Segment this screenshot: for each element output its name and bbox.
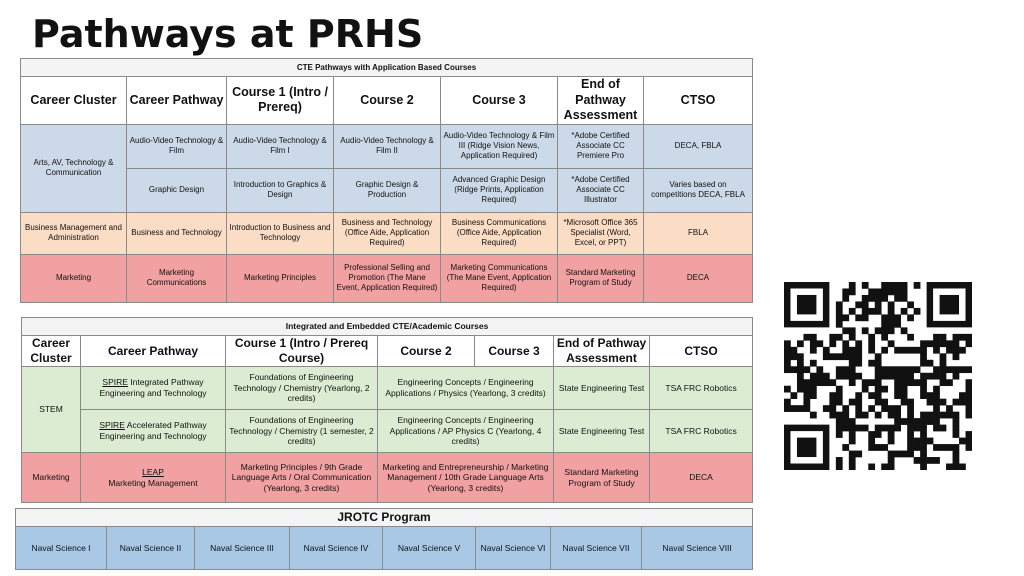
cte-pathways-table — [20, 58, 753, 303]
course1-cell: Marketing Principles / 9th Grade Language Arts / Oral Communication (Yearlong, 3 credits) — [226, 453, 378, 503]
assessment-cell: *Microsoft Office 365 Specialist (Word, Excel, or PPT) — [558, 212, 644, 254]
ctso-cell: DECA, FBLA — [644, 124, 753, 168]
col-header-assessment: End of Pathway Assessment — [558, 77, 644, 125]
col-header-career-cluster: Career Cluster — [22, 336, 81, 367]
course3-cell: Business Communications (Office Aide, Application Required) — [441, 212, 558, 254]
col-header-ctso: CTSO — [644, 77, 753, 125]
assessment-cell: *Adobe Certified Associate CC Premiere Pro — [558, 124, 644, 168]
assessment-cell: Standard Marketing Program of Study — [554, 453, 650, 503]
col-header-course-1: Course 1 (Intro / Prereq Course) — [226, 336, 378, 367]
col-header-career-pathway: Career Pathway — [81, 336, 226, 367]
course23-cell: Marketing and Entrepreneurship / Marketing Management / 10th Grade Language Arts (Yearlong, 3 credits) — [378, 453, 554, 503]
cluster-cell: Arts, AV, Technology & Communication — [21, 124, 127, 212]
table-row — [21, 124, 753, 168]
jrotc-table — [15, 508, 753, 570]
pathway-text: Marketing Management — [108, 477, 198, 488]
page-title: Pathways at PRHS — [32, 12, 424, 56]
naval-science-cell: Naval Science IV — [290, 527, 383, 570]
col-header-course-2: Course 2 — [334, 77, 441, 125]
col-header-course-1: Course 1 (Intro / Prereq) — [227, 77, 334, 125]
naval-science-cell: Naval Science VI — [476, 527, 551, 570]
ctso-cell: TSA FRC Robotics — [650, 367, 753, 410]
col-header-ctso: CTSO — [650, 336, 753, 367]
table-row — [21, 168, 753, 212]
qr-code-icon — [784, 282, 972, 470]
pathway-cell — [81, 453, 226, 503]
pathway-cell: Business and Technology — [127, 212, 227, 254]
table-row — [16, 527, 753, 570]
cluster-cell: STEM — [22, 367, 81, 453]
col-header-course-2: Course 2 — [378, 336, 475, 367]
assessment-cell: Standard Marketing Program of Study — [558, 254, 644, 302]
course23-cell: Engineering Concepts / Engineering Applications / AP Physics C (Yearlong, 4 credits) — [378, 410, 554, 453]
col-header-course-3: Course 3 — [475, 336, 554, 367]
naval-science-cell: Naval Science VII — [551, 527, 642, 570]
pathway-cell — [81, 367, 226, 410]
course1-cell: Introduction to Graphics & Design — [227, 168, 334, 212]
cluster-cell: Business Management and Administration — [21, 212, 127, 254]
table-row — [21, 254, 753, 302]
course3-cell: Marketing Communications (The Mane Event, Application Required) — [441, 254, 558, 302]
course2-cell: Audio-Video Technology & Film II — [334, 124, 441, 168]
assessment-cell: State Engineering Test — [554, 367, 650, 410]
pathway-cell: Graphic Design — [127, 168, 227, 212]
course1-cell: Foundations of Engineering Technology / Chemistry (Yearlong, 2 credits) — [226, 367, 378, 410]
course3-cell: Audio-Video Technology & Film III (Ridge Vision News, Application Required) — [441, 124, 558, 168]
course3-cell: Advanced Graphic Design (Ridge Prints, Application Required) — [441, 168, 558, 212]
table-row — [22, 367, 753, 410]
naval-science-cell: Naval Science VIII — [642, 527, 753, 570]
col-header-career-pathway: Career Pathway — [127, 77, 227, 125]
pathway-text: Integrated Pathway Engineering and Technology — [99, 377, 207, 398]
ctso-cell: DECA — [644, 254, 753, 302]
course1-cell: Audio-Video Technology & Film I — [227, 124, 334, 168]
pathway-cell: Marketing Communications — [127, 254, 227, 302]
ctso-cell: DECA — [650, 453, 753, 503]
spire-link[interactable]: SPIRE — [102, 377, 128, 388]
ctso-cell: TSA FRC Robotics — [650, 410, 753, 453]
course1-cell: Introduction to Business and Technology — [227, 212, 334, 254]
course1-cell: Foundations of Engineering Technology / Chemistry (1 semester, 2 credits) — [226, 410, 378, 453]
col-header-career-cluster: Career Cluster — [21, 77, 127, 125]
naval-science-cell: Naval Science I — [16, 527, 107, 570]
integrated-table-title: Integrated and Embedded CTE/Academic Courses — [22, 318, 753, 336]
course2-cell: Professional Selling and Promotion (The Mane Event, Application Required) — [334, 254, 441, 302]
spire-link[interactable]: SPIRE — [99, 420, 125, 431]
course1-cell: Marketing Principles — [227, 254, 334, 302]
integrated-courses-table — [21, 317, 753, 503]
pathway-text: Accelerated Pathway Engineering and Technology — [99, 420, 207, 441]
course23-cell: Engineering Concepts / Engineering Applications / Physics (Yearlong, 3 credits) — [378, 367, 554, 410]
jrotc-table-title: JROTC Program — [16, 509, 753, 527]
ctso-cell: FBLA — [644, 212, 753, 254]
naval-science-cell: Naval Science III — [195, 527, 290, 570]
table-row — [22, 453, 753, 503]
pathway-cell — [81, 410, 226, 453]
ctso-cell: Varies based on competitions DECA, FBLA — [644, 168, 753, 212]
course2-cell: Graphic Design & Production — [334, 168, 441, 212]
assessment-cell: State Engineering Test — [554, 410, 650, 453]
naval-science-cell: Naval Science II — [107, 527, 195, 570]
qr-code[interactable] — [784, 282, 972, 470]
cluster-cell: Marketing — [21, 254, 127, 302]
col-header-course-3: Course 3 — [441, 77, 558, 125]
table-row — [21, 212, 753, 254]
assessment-cell: *Adobe Certified Associate CC Illustrator — [558, 168, 644, 212]
cte-table-title: CTE Pathways with Application Based Courses — [21, 59, 753, 77]
course2-cell: Business and Technology (Office Aide, Application Required) — [334, 212, 441, 254]
naval-science-cell: Naval Science V — [383, 527, 476, 570]
col-header-assessment: End of Pathway Assessment — [554, 336, 650, 367]
leap-link[interactable]: LEAP — [142, 466, 164, 477]
cluster-cell: Marketing — [22, 453, 81, 503]
pathway-cell: Audio-Video Technology & Film — [127, 124, 227, 168]
table-row — [22, 410, 753, 453]
